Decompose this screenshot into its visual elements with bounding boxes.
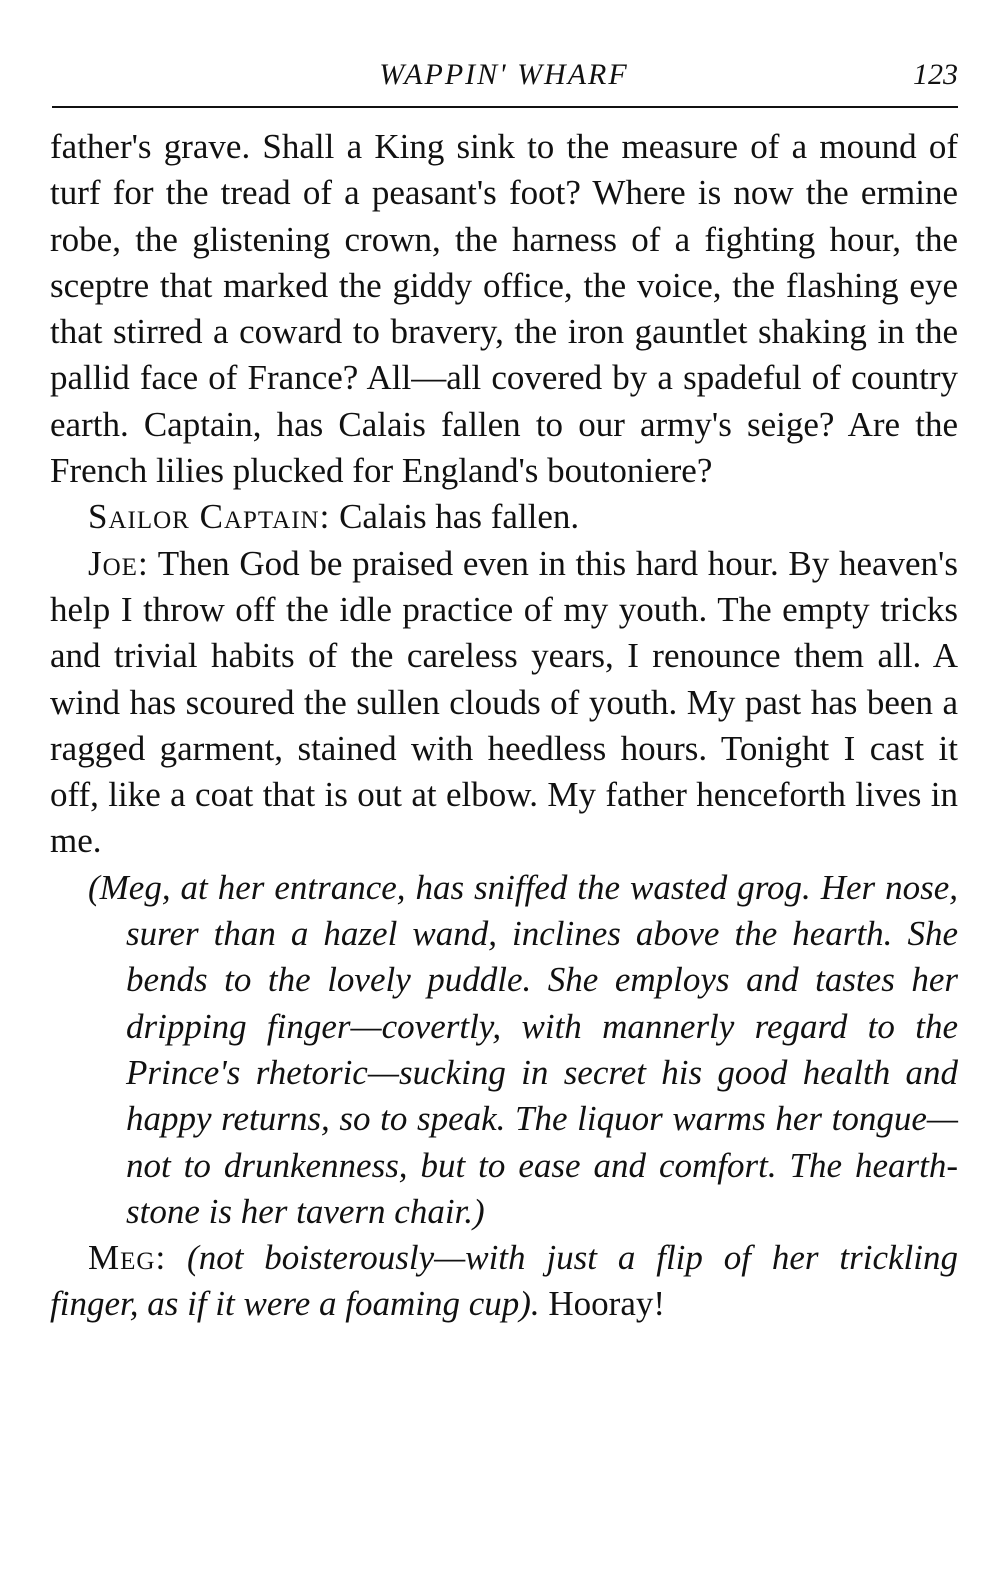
- page-header: [50, 52, 958, 102]
- dialogue-text: Hooray!: [539, 1284, 666, 1324]
- speaker-name: Meg:: [88, 1238, 167, 1278]
- inline-stage-direction: (not boisterously—with just a flip of her trickling finger, as if it were a foaming cup).: [50, 1238, 958, 1324]
- dialogue-meg: [50, 1235, 958, 1328]
- dialogue-text: Then God be praised even in this hard hour. By heaven's help I throw off the idle practice of my youth. The empty tricks and trivial habits of the careless years, I renounce them all. A wind has scoured the sullen clouds of youth. My past has been a ragged garment, stained with heedless hours. Tonight I cast it off, like a coat that is out at elbow. My father henceforth lives in me.: [50, 543, 958, 861]
- dialogue-text: Calais has fallen.: [330, 497, 580, 537]
- header-rule: [52, 106, 958, 108]
- page-body: [50, 124, 958, 1328]
- stage-direction: (Meg, at her entrance, has sniffed the wasted grog. Her nose, surer than a hazel wand, inclines above the hearth. She bends to the lovely puddle. She employs and tastes her dripping finger—covertly, with mannerly regard to the Prince's rhetoric—sucking in secret his good health and happy returns, so to speak. The liquor warms her tongue—not to drunkenness, but to ease and comfort. The hearth-stone is her tavern chair.): [88, 867, 958, 1231]
- dialogue-sailor-captain: [50, 494, 958, 540]
- speaker-name: Joe:: [88, 543, 149, 583]
- paragraph-continuation: father's grave. Shall a King sink to the measure of a mound of turf for the tread of a peasant's foot? Where is now the ermine robe, the glistening crown, the harness of a fighting hour, the sceptre that marked the giddy office, the voice, the flashing eye that stirred a coward to bravery, the iron gauntlet shaking in the pallid face of France? All—all covered by a spadeful of country earth. Captain, has Calais fallen to our army's seige? Are the French lilies plucked for England's boutoniere?: [50, 127, 958, 491]
- running-title: WAPPIN' WHARF: [379, 58, 629, 91]
- dialogue-joe: [50, 541, 958, 865]
- speaker-name: Sailor Captain:: [88, 497, 331, 537]
- page-number: 123: [913, 58, 958, 91]
